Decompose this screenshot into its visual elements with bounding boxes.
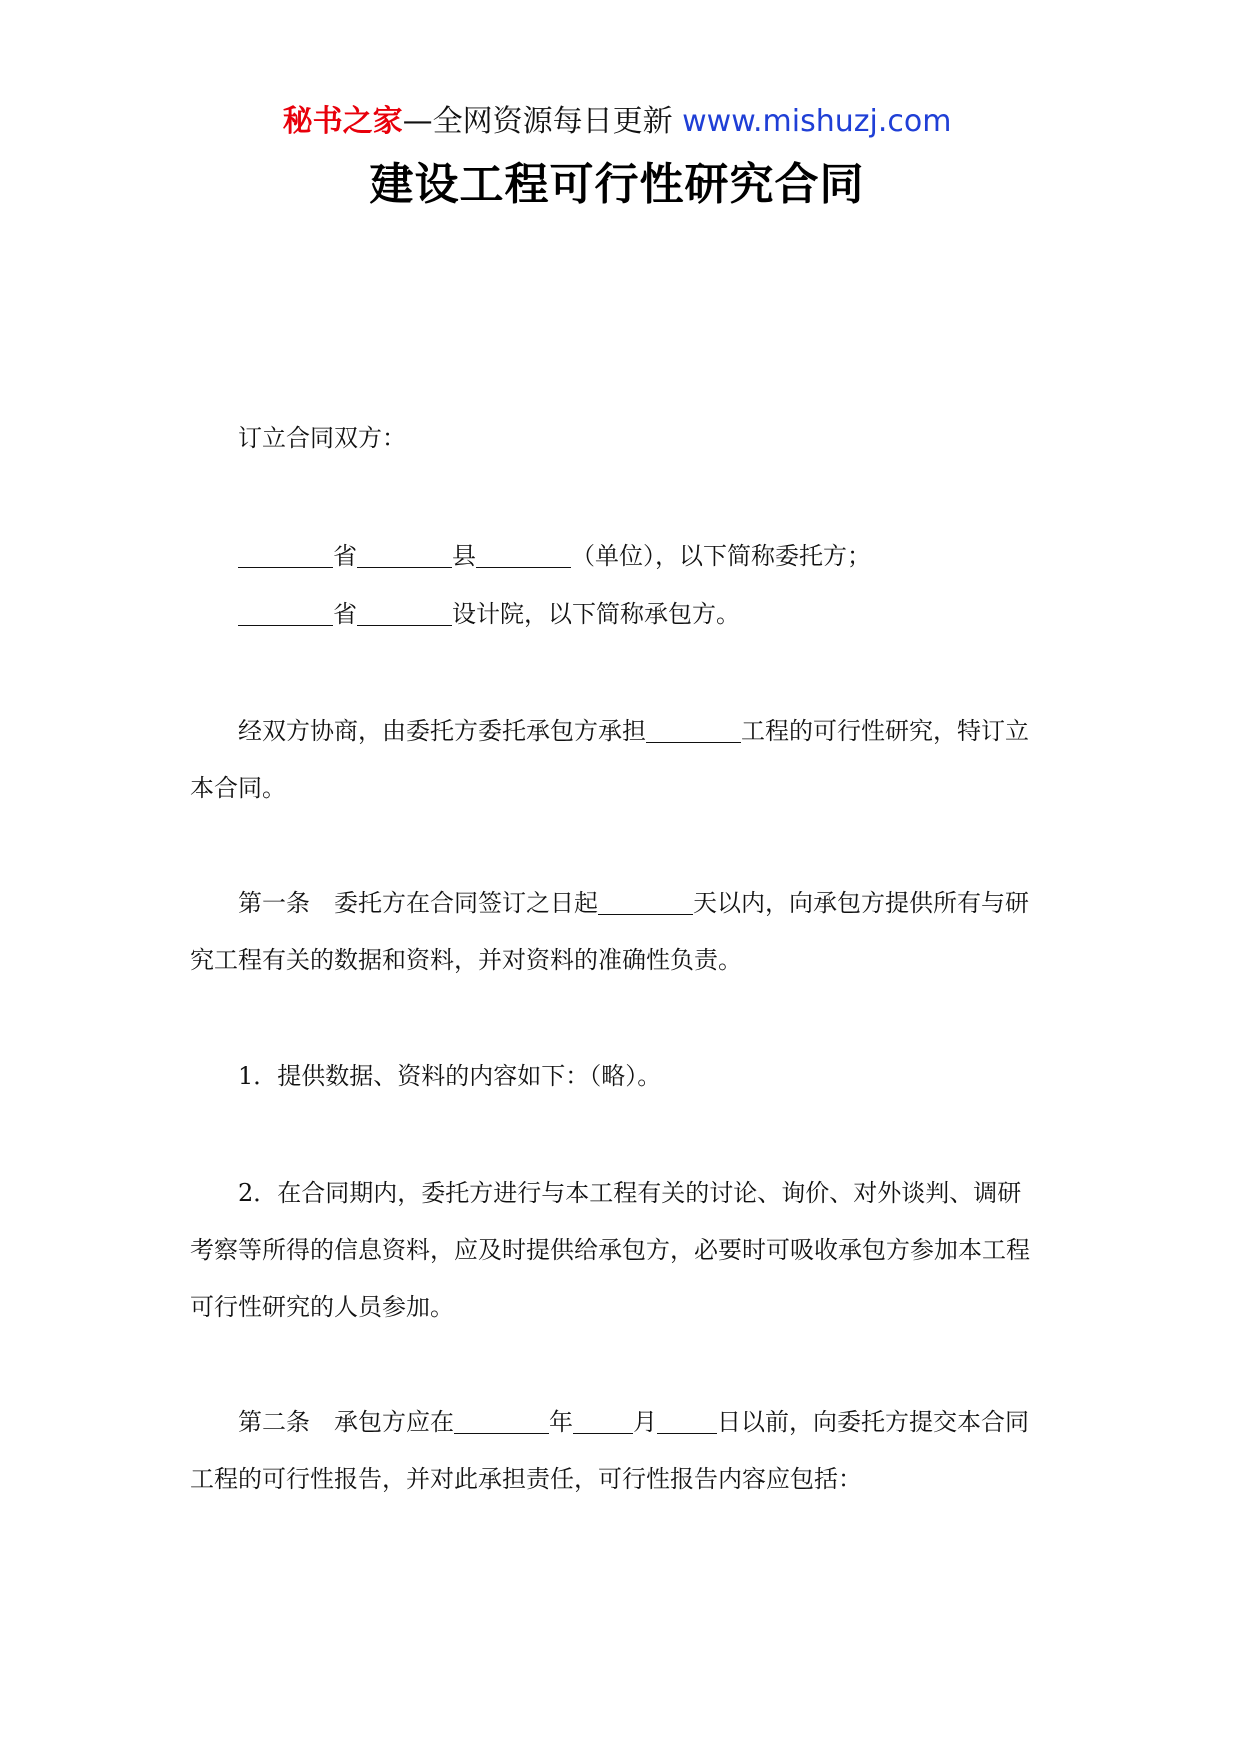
party2-text2: 设计院，以下简称承包方。 [452,600,740,628]
site-url-link[interactable]: www.mishuzj.com [682,104,952,139]
article2-text1: 承包方应在 [334,1408,454,1436]
article2-text4: 日以前，向委托方提交本合同工程的可行性报告，并对此承担责任，可行性报告内容应包括： [190,1408,1029,1493]
document-title: 建设工程可行性研究合同 [369,159,865,210]
fill-blank[interactable] [357,543,452,568]
party2-line [190,586,1045,643]
article1-label: 第一条 [238,889,310,917]
party1-text1: 省 [333,542,357,570]
fill-blank[interactable] [476,543,571,568]
parties-heading: 订立合同双方： [238,424,406,452]
fill-blank[interactable] [357,601,452,626]
intro-paragraph [190,703,1045,817]
fill-blank[interactable] [657,1409,717,1434]
site-header [0,100,1234,144]
party1-text3: （单位），以下简称委托方； [571,542,871,570]
article2-label: 第二条 [238,1408,310,1436]
article2-paragraph [190,1394,1045,1508]
article2-text2: 年 [549,1408,573,1436]
fill-blank[interactable] [454,1409,549,1434]
party1-text2: 县 [452,542,476,570]
intro-text1: 经双方协商，由委托方委托承包方承担 [238,717,646,745]
item2-paragraph: 2．在合同期内，委托方进行与本工程有关的讨论、询价、对外谈判、调研考察等所得的信息资料，应及时提供给承包方，必要时可吸收承包方参加本工程可行性研究的人员参加。 [190,1179,1030,1321]
article1-paragraph [190,875,1045,989]
party1-line [190,528,1045,585]
site-brand: 秘书之家 [282,104,403,139]
article2-text3: 月 [633,1408,657,1436]
party2-text1: 省 [333,600,357,628]
fill-blank[interactable] [573,1409,633,1434]
fill-blank[interactable] [238,601,333,626]
article1-text1: 委托方在合同签订之日起 [334,889,598,917]
item1-paragraph: 1．提供数据、资料的内容如下：（略）。 [238,1062,662,1090]
article1-text2: 天以内，向承包方提供所有与研究工程有关的数据和资料，并对资料的准确性负责。 [190,889,1029,974]
site-slogan: —全网资源每日更新 [402,104,673,139]
fill-blank[interactable] [646,718,741,743]
fill-blank[interactable] [238,543,333,568]
fill-blank[interactable] [598,890,693,915]
intro-text2: 工程的可行性研究，特订立本合同。 [190,717,1029,802]
